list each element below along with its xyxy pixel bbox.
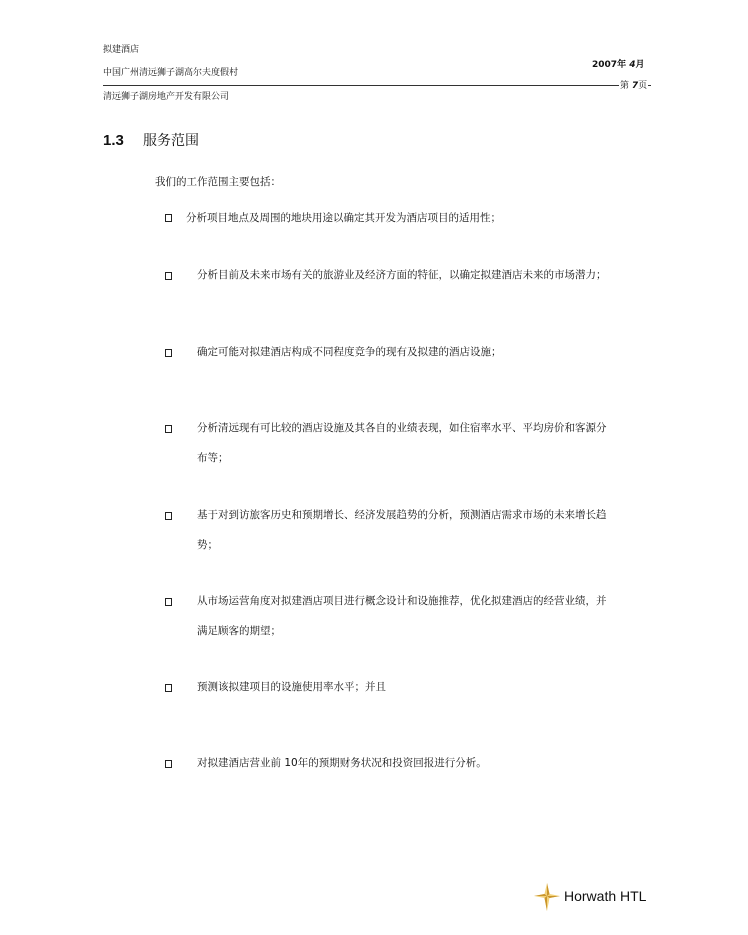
- date-month-unit: 月: [635, 60, 645, 70]
- section-title: 服务范围: [142, 133, 199, 149]
- bullet-box-icon: [165, 425, 172, 433]
- section-number: 1.3: [103, 132, 124, 149]
- company-name: 清远狮子湖房地产开发有限公司: [103, 92, 230, 102]
- doc-title: 拟建酒店: [103, 45, 140, 55]
- list-item-continuation: 布等；: [197, 452, 229, 464]
- page-indicator: [619, 81, 648, 92]
- project-name: 中国广州清远狮子湖高尔夫度假村: [103, 68, 239, 78]
- list-item: 分析目前及未来市场有关的旅游业及经济方面的特征，以确定拟建酒店未来的市场潜力；: [197, 269, 607, 281]
- date-year: 2007: [592, 60, 618, 70]
- page-prefix: 第: [620, 81, 630, 91]
- page-number: 7: [631, 81, 639, 91]
- header-rule: [103, 85, 651, 86]
- list-item: 分析项目地点及周围的地块用途以确定其开发为酒店项目的适用性；: [186, 212, 501, 224]
- bullet-box-icon: [165, 512, 172, 520]
- horwath-logo: [534, 883, 654, 913]
- list-item: 确定可能对拟建酒店构成不同程度竞争的现有及拟建的酒店设施；: [197, 346, 502, 358]
- bullet-box-icon: [165, 598, 172, 606]
- section-heading: [103, 130, 199, 150]
- list-item: 对拟建酒店营业前 10年的预期财务状况和投资回报进行分析。: [197, 757, 487, 769]
- date-month: 4: [629, 60, 636, 70]
- page-suffix: 页: [638, 81, 648, 91]
- list-item: 预测该拟建项目的设施使用率水平；并且: [197, 681, 386, 693]
- section-intro: 我们的工作范围主要包括：: [155, 176, 281, 188]
- list-item: 分析清远现有可比较的酒店设施及其各自的业绩表现，如住宿率水平、平均房价和客源分: [197, 422, 607, 434]
- header-date: [592, 60, 645, 71]
- date-year-unit: 年: [617, 60, 627, 70]
- list-item-continuation: 满足顾客的期望；: [197, 625, 281, 637]
- bullet-box-icon: [165, 349, 172, 357]
- list-item-continuation: 势；: [197, 539, 218, 551]
- list-item: 从市场运营角度对拟建酒店项目进行概念设计和设施推荐，优化拟建酒店的经营业绩，并: [197, 595, 607, 607]
- logo-text: Horwath HTL: [564, 888, 647, 904]
- bullet-box-icon: [165, 760, 172, 768]
- list-item: 基于对到访旅客历史和预期增长、经济发展趋势的分析，预测酒店需求市场的未来增长趋: [197, 509, 607, 521]
- star-icon: [534, 883, 560, 911]
- bullet-box-icon: [165, 684, 172, 692]
- bullet-box-icon: [165, 272, 172, 280]
- bullet-box-icon: [165, 214, 172, 222]
